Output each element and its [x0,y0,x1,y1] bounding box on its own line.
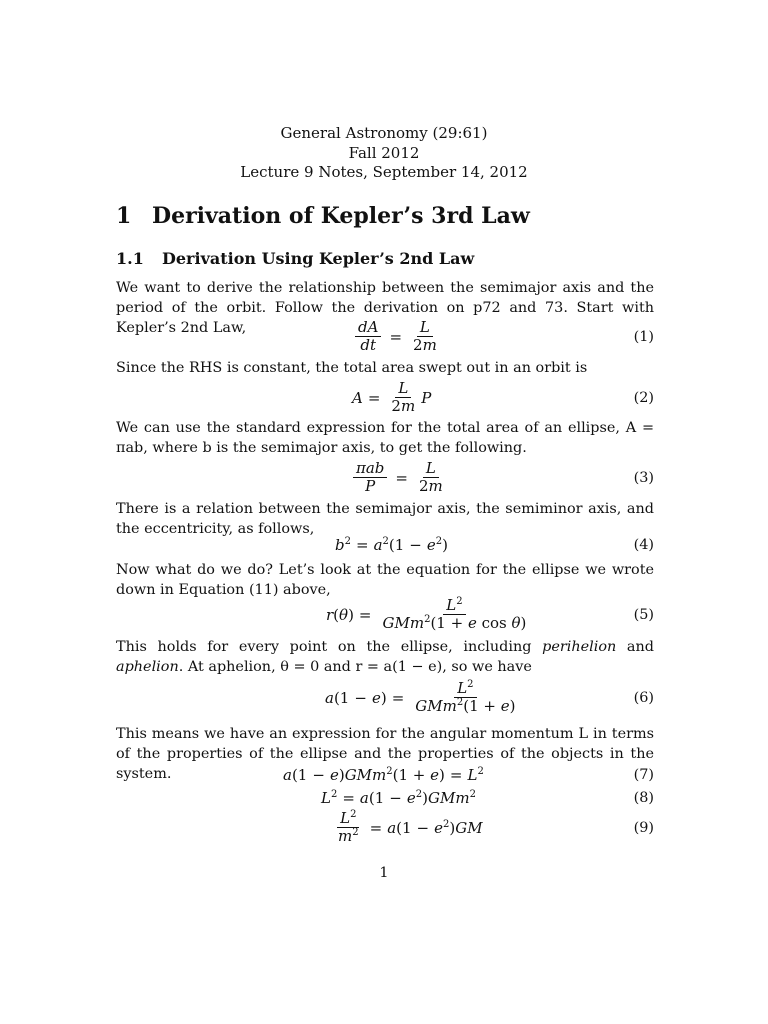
course-title: General Astronomy (29:61) [280,124,488,142]
equation-number-3: (3) [633,470,654,486]
section-heading [116,203,530,229]
equation-number-5: (5) [633,607,654,623]
paragraph-6-start: This holds for every point on the ellipse, including [116,639,543,655]
section-number: 1 [116,203,132,229]
equation-9: $\frac{L^2}{m^2}$ = $a(1 - e^2)GM$ (9) [338,809,654,845]
subsection-number: 1.1 [116,249,144,268]
section-title: Derivation of Kepler’s 3rd Law [152,203,530,229]
paragraph-3: We can use the standard expression for the total area of an ellipse, A = πab, where b is the semimajor axis, to get the following. [116,420,654,456]
equation-6: a(1 − e) = $\frac{L^2}{GMm^2(1 + e)}$ (6) [325,679,654,715]
equation-1: $\frac{dA}{dt}$ = $\frac{L}{2m}$ (1) [116,319,654,359]
paragraph-1: We want to derive the relationship between the semimajor axis and the period of the orbit. Follow the derivation on p72 and 73. Start with Kepler’s 2nd Law, [116,280,654,336]
subsection-title: Derivation Using Kepler’s 2nd Law [162,249,475,268]
subsection-heading [116,249,474,268]
equation-number-2: (2) [633,390,654,406]
equation-7: a(1 − e)GMm$^2$(1 + e) = $L^2$ (7) [283,766,654,784]
paragraph-6-and: and [616,639,654,655]
equation-number-1: (1) [633,329,654,345]
equation-number-7: (7) [633,767,654,783]
paragraph-4: There is a relation between the semimajor axis, the semiminor axis, and the eccentricity, as follows, [116,501,654,537]
term-aphelion: aphelion [116,659,179,675]
lecture-title: Lecture 9 Notes, September 14, 2012 [240,163,528,181]
equation-3: $\frac{\text{πab}}{P}$ = $\frac{L}{2m}$ (3) [116,460,654,500]
equation-number-9: (9) [633,820,654,836]
term-perihelion: perihelion [542,639,617,655]
term: Fall 2012 [348,144,420,162]
paragraph-6 [116,637,654,677]
paragraph-5: Now what do we do? Let’s look at the equation for the ellipse we wrote down in Equation (11) above, [116,562,654,598]
equation-number-8: (8) [633,790,654,806]
paragraph-7: This means we have an expression for the angular momentum L in terms of the properties of the ellipse and the properties of the objects in the system. [116,726,654,782]
equation-8: $L^2$ = $a(1 - e^2)GMm^2$ (8) [321,789,654,807]
paragraph-6-end: . At aphelion, θ = 0 and r = a(1 − e), so we have [178,659,532,675]
equation-number-6: (6) [633,690,654,706]
equation-5: r(θ) = $\frac{L^2}{GMm^2(1 + e \cos \theta)}$ (5) [326,596,654,632]
equation-number-4: (4) [633,537,654,553]
page-number: 1 [379,865,389,881]
equation-4: $b^2$ = $a^2(1 - e^2)$ (4) [335,536,654,554]
paragraph-2: Since the RHS is constant, the total area swept out in an orbit is [116,360,588,376]
equation-2: A = $\frac{L}{2m}$ P (2) [352,379,654,415]
